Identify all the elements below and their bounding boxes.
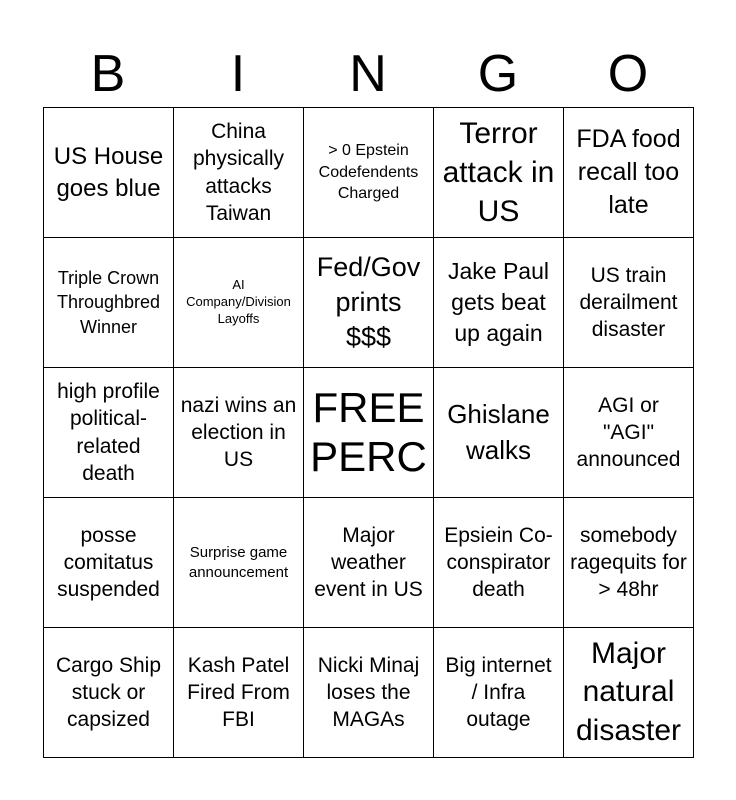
bingo-board <box>43 107 694 758</box>
bingo-cell-b1[interactable] <box>44 108 174 238</box>
cell-label: US train derailment disaster <box>579 263 678 342</box>
bingo-cell-i5[interactable] <box>174 628 304 758</box>
bingo-cell-g5[interactable] <box>434 628 564 758</box>
bingo-cell-b2[interactable] <box>44 238 174 368</box>
cell-label: FDA food recall too late <box>576 125 681 219</box>
bingo-cell-b5[interactable] <box>44 628 174 758</box>
cell-label: Nicki Minaj loses the MAGAs <box>317 653 420 732</box>
cell-label: AGI or "AGI" announced <box>576 393 681 472</box>
cell-label: > 0 Epstein Codefendents Charged <box>318 142 419 203</box>
cell-label: Major natural disaster <box>575 636 682 747</box>
header-letter-b: B <box>90 45 126 103</box>
cell-label: Ghislane walks <box>447 399 550 465</box>
bingo-cell-n2[interactable] <box>304 238 434 368</box>
bingo-cell-i1[interactable] <box>174 108 304 238</box>
cell-label: AI Company/Division Layoffs <box>186 277 291 326</box>
cell-label: Terror attack in US <box>442 117 555 228</box>
cell-label: Major weather event in US <box>314 523 423 602</box>
bingo-cell-o1[interactable] <box>564 108 694 238</box>
bingo-cell-i3[interactable] <box>174 368 304 498</box>
cell-label: Cargo Ship stuck or capsized <box>55 653 162 732</box>
bingo-cell-o5[interactable] <box>564 628 694 758</box>
cell-label: Epsiein Co-conspirator death <box>444 523 553 602</box>
bingo-cell-g4[interactable] <box>434 498 564 628</box>
bingo-cell-n1[interactable] <box>304 108 434 238</box>
bingo-cell-o3[interactable] <box>564 368 694 498</box>
cell-label: China physically attacks Taiwan <box>192 119 285 225</box>
free-space-cell[interactable] <box>304 368 434 498</box>
bingo-header <box>43 40 693 108</box>
bingo-cell-g3[interactable] <box>434 368 564 498</box>
bingo-cell-b4[interactable] <box>44 498 174 628</box>
cell-label: Triple Crown Throughbred Winner <box>56 268 161 337</box>
cell-label: Kash Patel Fired From FBI <box>187 653 290 732</box>
bingo-cell-i2[interactable] <box>174 238 304 368</box>
cell-label: Big internet / Infra outage <box>445 653 552 732</box>
bingo-cell-o4[interactable] <box>564 498 694 628</box>
header-letter-g: G <box>477 45 519 103</box>
free-space-label: FREE PERC <box>310 384 427 480</box>
cell-label: Surprise game announcement <box>188 544 289 581</box>
bingo-cell-o2[interactable] <box>564 238 694 368</box>
cell-label: somebody ragequits for > 48hr <box>570 523 687 602</box>
cell-label: Jake Paul gets beat up again <box>447 257 549 347</box>
bingo-cell-i4[interactable] <box>174 498 304 628</box>
cell-label: Fed/Gov prints $$$ <box>316 251 421 353</box>
bingo-cell-g1[interactable] <box>434 108 564 238</box>
cell-label: nazi wins an election in US <box>180 393 297 472</box>
bingo-cell-n4[interactable] <box>304 498 434 628</box>
header-letter-n: N <box>349 45 387 103</box>
cell-label: high profile political-related death <box>57 379 160 485</box>
bingo-cell-b3[interactable] <box>44 368 174 498</box>
bingo-cell-g2[interactable] <box>434 238 564 368</box>
header-letter-o: O <box>607 45 649 103</box>
header-letter-i: I <box>230 45 246 103</box>
cell-label: US House goes blue <box>53 143 164 202</box>
bingo-cell-n5[interactable] <box>304 628 434 758</box>
cell-label: posse comitatus suspended <box>57 523 160 602</box>
